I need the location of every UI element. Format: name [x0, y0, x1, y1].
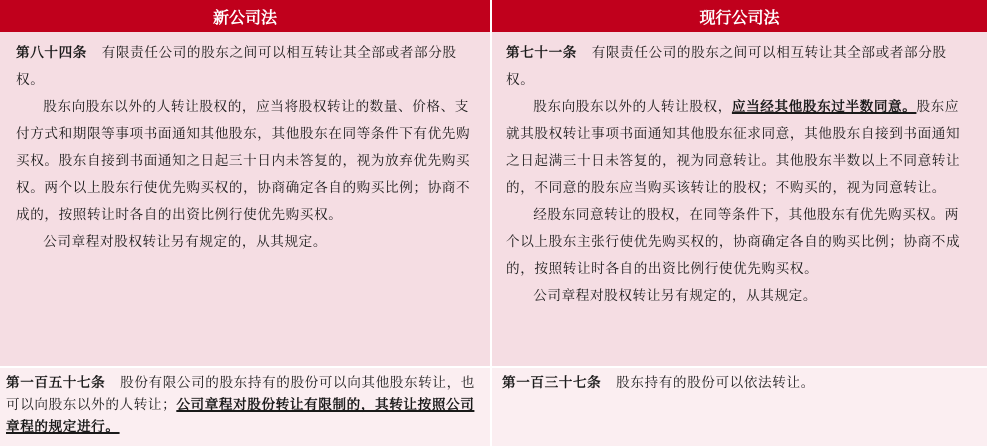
table-row	[0, 32, 987, 366]
header-new-company-law: 新公司法	[0, 0, 492, 32]
paragraph: 公司章程对股权转让另有规定的，从其规定。	[533, 288, 818, 304]
article-number: 第八十四条	[16, 45, 87, 61]
table-header	[0, 0, 987, 32]
paragraph: 股东向股东以外的人转让股权的，应当将股权转让的数量、价格、支付方式和期限等事项书面通知其他股东，其他股东在同等条件下有优先购买权。股东自接到书面通知之日起三十日内未答复的，视为放弃优先购买权。两个以上股东行使优先购买权的，协商确定各自的购买比例；协商不成的，按照转让时各自的出资比例行使优先购买权。	[16, 99, 471, 223]
paragraph	[502, 372, 977, 394]
current-law-cell	[492, 368, 987, 446]
article-text: 有限责任公司的股东之间可以相互转让其全部或者部分股权。	[506, 45, 947, 88]
article-text: 有限责任公司的股东之间可以相互转让其全部或者部分股权。	[16, 45, 457, 88]
new-law-cell	[0, 32, 492, 366]
article-number: 第七十一条	[506, 45, 577, 61]
underlined-text: 应当经其他股东过半数同意。	[731, 99, 917, 115]
new-law-cell	[0, 368, 492, 446]
underlined-text: 公司章程对股份转让有限制的，其转让按照公司章程的规定进行。	[6, 397, 475, 435]
paragraph	[506, 40, 969, 94]
article-text: 股份有限公司的股东持有的股份可以向其他股东转让，也可以向股东以外的人转让；	[6, 375, 475, 413]
article-number: 第一百三十七条	[502, 375, 602, 391]
header-current-company-law: 现行公司法	[492, 0, 987, 32]
paragraph	[506, 94, 969, 202]
current-law-cell	[492, 32, 987, 366]
table-row	[0, 368, 987, 446]
article-text: 股东持有的股份可以依法转让。	[616, 375, 815, 391]
paragraph: 公司章程对股权转让另有规定的，从其规定。	[43, 234, 328, 250]
article-number: 第一百五十七条	[6, 375, 106, 391]
text-segment: 股东应就其股权转让事项书面通知其他股东征求同意，其他股东自接到书面通知之日起满三十日未答复的，视为同意转让。其他股东半数以上不同意转让的，不同意的股东应当购买该转让的股权；不购买的，视为同意转让。	[506, 99, 961, 196]
paragraph: 经股东同意转让的股权，在同等条件下，其他股东有优先购买权。两个以上股东主张行使优先购买权的，协商确定各自的购买比例；协商不成的，按照转让时各自的出资比例行使优先购买权。	[506, 207, 961, 277]
text-segment: 股东向股东以外的人转让股权，	[533, 99, 732, 115]
paragraph	[6, 372, 480, 438]
paragraph	[16, 40, 474, 94]
